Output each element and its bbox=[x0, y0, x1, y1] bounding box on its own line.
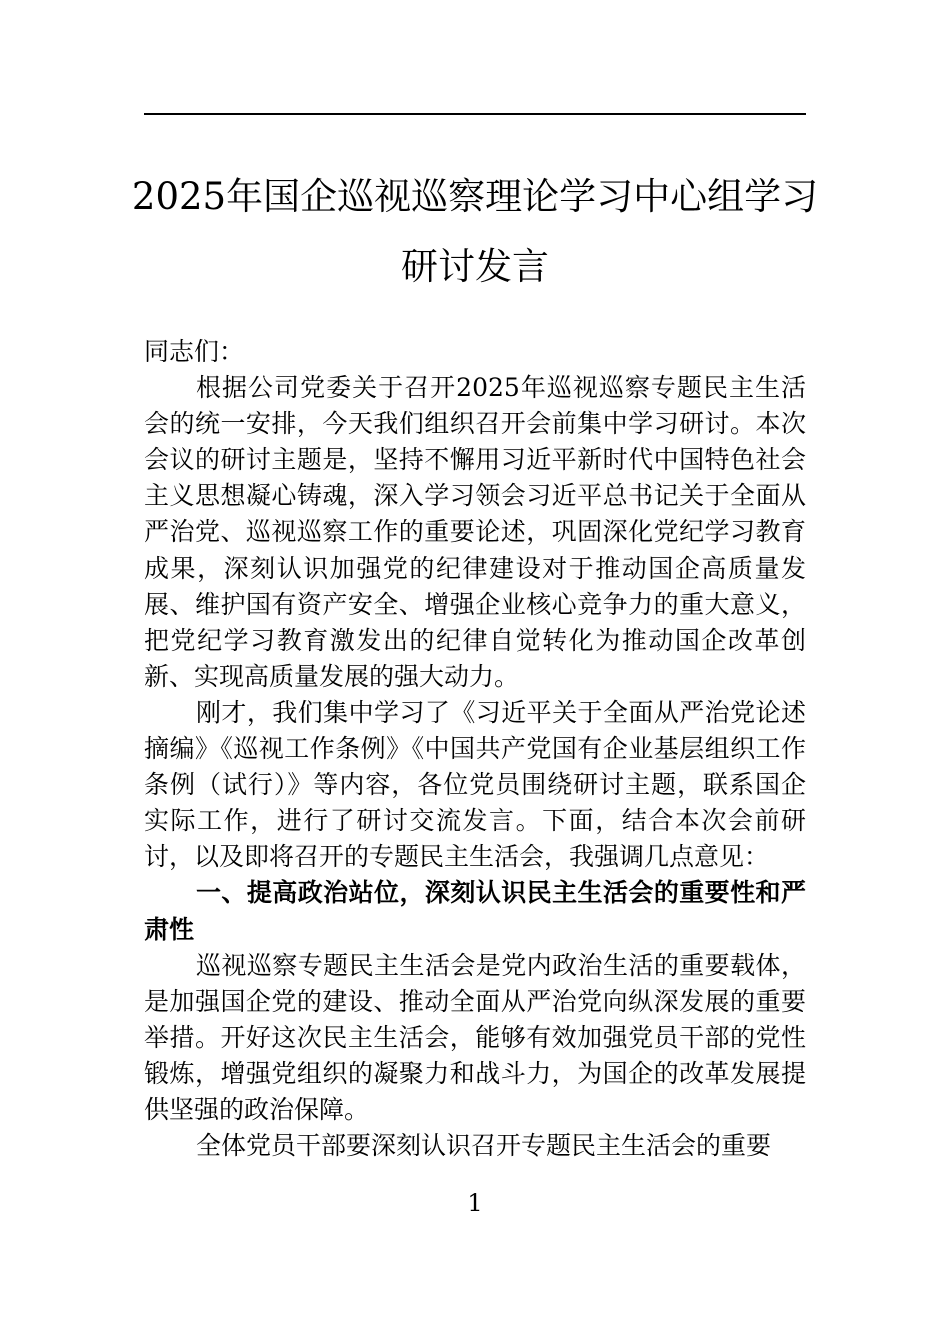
paragraph: 刚才，我们集中学习了《习近平关于全面从严治党论述摘编》《巡视工作条例》《中国共产党国有企业基层组织工作条例（试行）》等内容，各位党员围绕研讨主题，联系国企实际工作，进行了研讨交流发言。下面，结合本次会前研讨，以及即将召开的专题民主生活会，我强调几点意见： bbox=[144, 697, 806, 872]
paragraph: 巡视巡察专题民主生活会是党内政治生活的重要载体，是加强国企党的建设、推动全面从严治党向纵深发展的重要举措。开好这次民主生活会，能够有效加强党员干部的党性锻炼，增强党组织的凝聚力和战斗力，为国企的改革发展提供坚强的政治保障。 bbox=[144, 950, 806, 1124]
paragraph: 全体党员干部要深刻认识召开专题民主生活会的重要 bbox=[196, 1131, 772, 1161]
document-title-line-2: 研讨发言 bbox=[401, 245, 549, 288]
salutation: 同志们： bbox=[144, 337, 245, 366]
header-rule bbox=[144, 113, 806, 115]
paragraph: 根据公司党委关于召开2025年巡视巡察专题民主生活会的统一安排，今天我们组织召开会前集中学习研讨。本次会议的研讨主题是，坚持不懈用习近平新时代中国特色社会主义思想凝心铸魂，深入学习领会习近平总书记关于全面从严治党、巡视巡察工作的重要论述，巩固深化党纪学习教育成果，深刻认识加强党的纪律建设对于推动国企高质量发展、维护国有资产安全、增强企业核心竞争力的重大意义，把党纪学习教育激发出的纪律自觉转化为推动国企改革创新、实现高质量发展的强大动力。 bbox=[144, 373, 806, 691]
document-body bbox=[144, 334, 806, 1164]
document-title-line-1: 2025年国企巡视巡察理论学习中心组学习 bbox=[131, 175, 819, 218]
page-number: 1 bbox=[467, 1189, 483, 1217]
section-heading: 一、提高政治站位，深刻认识民主生活会的重要性和严肃性 bbox=[144, 878, 806, 944]
